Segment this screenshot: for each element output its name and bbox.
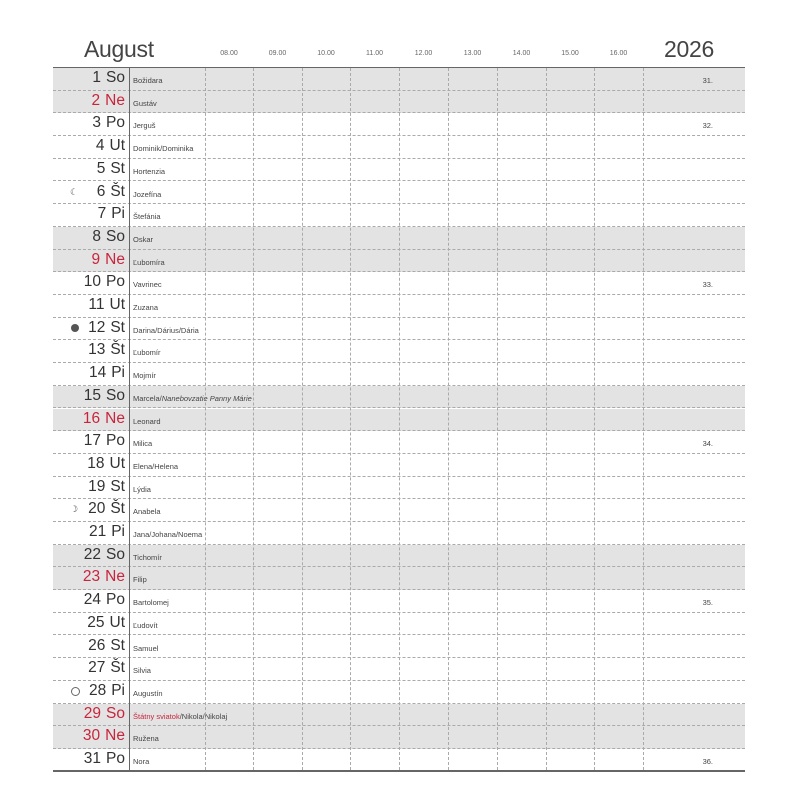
name-day	[133, 553, 162, 562]
day-of-week: Po	[106, 114, 125, 132]
day-label	[84, 273, 125, 291]
hour-label: 11.00	[366, 50, 383, 57]
day-number: 21	[88, 523, 107, 540]
day-label	[84, 432, 125, 450]
name-day	[133, 462, 178, 471]
day-label	[89, 682, 125, 700]
hour-column-divider	[350, 68, 351, 770]
day-number: 8	[92, 227, 102, 245]
day-number: 25	[87, 613, 105, 631]
day-label	[88, 637, 125, 655]
name-day-text: Augustín	[133, 688, 163, 698]
name-day	[133, 575, 147, 584]
day-of-week: Ut	[109, 137, 125, 155]
day-of-week: Ne	[105, 91, 125, 109]
day-label	[96, 137, 125, 155]
day-of-week: Ne	[105, 727, 125, 745]
day-of-week: Pi	[111, 681, 125, 699]
day-label	[84, 387, 125, 405]
day-label	[97, 160, 125, 178]
hour-column-divider	[497, 68, 498, 770]
name-day	[133, 303, 158, 312]
hour-column-divider	[253, 68, 254, 770]
name-day	[133, 167, 165, 176]
name-day-text: Marcela/	[133, 393, 162, 403]
day-of-week: Po	[106, 750, 125, 767]
name-day	[133, 212, 161, 221]
name-day-text: Lýdia	[133, 484, 151, 494]
day-number: 13	[88, 341, 106, 359]
day-label	[87, 455, 125, 473]
name-day	[133, 190, 161, 199]
day-label	[92, 92, 125, 110]
day-label	[92, 114, 125, 132]
name-day	[133, 666, 151, 675]
name-day-text: Tichomír	[133, 552, 162, 562]
day-label	[83, 568, 125, 586]
name-day-text: Filip	[133, 575, 147, 585]
name-day	[133, 99, 157, 108]
day-of-week: Št	[110, 182, 125, 200]
name-day	[133, 348, 161, 357]
hour-column-divider	[546, 68, 547, 770]
day-label	[92, 251, 125, 269]
name-day	[133, 417, 161, 426]
feast-label: Nanebovzatie Panny Márie	[161, 393, 252, 403]
name-day-text: Bartolomej	[133, 598, 169, 608]
day-number: 23	[82, 568, 101, 586]
day-of-week: Po	[106, 273, 125, 291]
day-number: 12	[88, 318, 106, 336]
name-day-text: Oskar	[133, 234, 154, 244]
day-number: 1	[92, 69, 102, 86]
name-day-text: Leonard	[133, 416, 161, 426]
day-of-week: St	[110, 636, 125, 654]
day-label	[84, 750, 125, 768]
hour-column-divider	[448, 68, 449, 770]
name-day-text: Jozefína	[133, 189, 162, 199]
day-number: 29	[83, 704, 102, 722]
name-day	[133, 485, 151, 494]
day-of-week: Št	[110, 500, 125, 518]
day-of-week: So	[106, 69, 125, 86]
day-of-week: Št	[110, 341, 125, 359]
day-label	[84, 705, 125, 723]
day-number: 31	[83, 750, 102, 767]
name-day	[133, 507, 161, 516]
hour-label: 08.00	[220, 50, 238, 57]
day-number: 17	[83, 432, 102, 450]
name-day-text: Dominik/Dominika	[133, 144, 194, 154]
name-day-text: Ľubomír	[133, 348, 161, 358]
day-number: 16	[82, 409, 101, 427]
day-of-week: Pi	[111, 364, 125, 382]
day-number: 2	[91, 91, 101, 109]
day-of-week: So	[106, 545, 125, 563]
name-day	[133, 439, 152, 448]
day-of-week: Št	[110, 659, 125, 677]
name-day	[133, 144, 193, 153]
name-day-text: Štefánia	[133, 212, 161, 222]
day-label	[88, 500, 125, 518]
hour-column-divider	[302, 68, 303, 770]
day-of-week: So	[106, 386, 125, 404]
day-label	[88, 296, 125, 314]
day-of-week: Po	[106, 432, 125, 450]
name-day-text: Mojmír	[133, 371, 156, 381]
name-day-text: Vavrinec	[133, 280, 162, 290]
week-number: 33.	[702, 280, 713, 290]
day-of-week: St	[110, 318, 125, 336]
name-day-text: Hortenzia	[133, 166, 166, 176]
day-number: 11	[88, 296, 105, 313]
day-number: 26	[88, 636, 106, 654]
hour-label: 15.00	[561, 50, 579, 57]
day-number: 5	[96, 159, 106, 177]
name-day-text: Ružena	[133, 734, 159, 744]
name-day	[133, 621, 158, 630]
day-number: 4	[95, 137, 105, 155]
day-number: 14	[88, 364, 107, 382]
day-number: 18	[87, 454, 105, 472]
name-day	[133, 280, 162, 289]
day-of-week: Ut	[109, 454, 125, 472]
day-number: 6	[96, 182, 106, 200]
name-day	[133, 121, 156, 130]
name-day	[133, 326, 199, 335]
name-day-text: Silvia	[133, 666, 151, 676]
name-day-text: Ľudovít	[133, 620, 158, 630]
hour-label: 09.00	[268, 50, 287, 57]
day-of-week: St	[110, 477, 125, 495]
name-day	[133, 712, 227, 721]
name-day	[133, 644, 158, 653]
day-label	[84, 546, 125, 564]
day-label	[88, 341, 125, 359]
day-number: 28	[88, 681, 107, 699]
day-label	[84, 591, 125, 609]
day-number: 24	[83, 591, 102, 609]
day-of-week: Ut	[109, 296, 125, 313]
name-day-text: Jerguš	[133, 121, 156, 131]
day-of-week: So	[106, 227, 125, 245]
moon-first-quarter-icon: ☽	[70, 504, 79, 515]
week-number: 35.	[702, 598, 713, 608]
day-label	[92, 228, 125, 246]
day-number: 7	[97, 205, 107, 223]
day-number: 10	[83, 273, 102, 291]
day-of-week: Ne	[105, 409, 125, 427]
day-label	[88, 319, 125, 337]
day-number: 20	[88, 500, 106, 518]
hour-column-divider	[594, 68, 595, 770]
name-day	[133, 76, 163, 85]
name-day	[133, 235, 153, 244]
moon-last-quarter-icon: ☾	[70, 186, 79, 197]
day-label	[83, 410, 125, 428]
name-day-text: Gustáv	[133, 98, 157, 108]
year-title: 2026	[664, 36, 714, 62]
name-day-text: Milica	[133, 439, 153, 449]
week-number: 34.	[702, 439, 713, 449]
hour-column-divider	[205, 68, 206, 770]
hour-label: 16.00	[609, 50, 628, 57]
name-day	[133, 530, 202, 539]
name-day-text: Darina/Dárius/Dária	[133, 325, 199, 335]
name-day-text: Jana/Johana/Noema	[133, 530, 203, 539]
day-of-week: Po	[106, 591, 125, 609]
date-column-divider	[129, 68, 130, 770]
name-day	[133, 394, 252, 403]
day-label	[88, 478, 125, 496]
name-day	[133, 598, 169, 607]
name-day	[133, 734, 159, 743]
week-number: 32.	[702, 121, 713, 131]
day-of-week: Ne	[105, 568, 125, 586]
day-of-week: St	[110, 159, 125, 177]
hour-label: 10.00	[317, 50, 335, 57]
month-title: August	[84, 36, 154, 62]
day-of-week: Pi	[111, 205, 125, 223]
hour-column-divider	[399, 68, 400, 770]
holiday-label: Štátny sviatok	[133, 711, 180, 721]
name-day	[133, 258, 165, 267]
day-of-week: Pi	[111, 523, 125, 540]
day-number: 15	[83, 386, 102, 404]
name-day	[133, 371, 156, 380]
name-day-text: Elena/Helena	[133, 461, 179, 471]
day-label	[87, 614, 125, 632]
moon-full-icon	[71, 687, 80, 696]
moon-new-icon	[71, 324, 79, 332]
day-label	[92, 69, 125, 87]
week-number: 36.	[702, 757, 713, 766]
week-number: 31.	[702, 76, 713, 85]
day-number: 3	[92, 114, 102, 132]
day-label	[89, 523, 125, 541]
hour-label: 12.00	[414, 50, 433, 57]
day-number: 27	[88, 659, 106, 677]
day-label	[97, 183, 125, 201]
hour-column-divider	[643, 68, 644, 770]
day-of-week: So	[106, 704, 125, 722]
day-label	[98, 205, 125, 223]
day-number: 19	[88, 477, 106, 495]
day-number: 9	[91, 250, 101, 268]
name-day-text: Anabela	[133, 507, 161, 517]
name-day-text: Nora	[133, 757, 150, 766]
name-day-text: Ľubomíra	[133, 257, 165, 267]
day-label	[83, 727, 125, 745]
day-of-week: Ne	[105, 250, 125, 268]
name-day-text: Zuzana	[133, 303, 159, 312]
hour-label: 13.00	[463, 50, 482, 57]
day-number: 30	[82, 727, 101, 745]
name-day-text: Božidara	[133, 76, 163, 85]
day-label	[89, 364, 125, 382]
day-label	[88, 659, 125, 677]
day-number: 22	[83, 545, 102, 563]
name-day-text: /Nikola/Nikolaj	[179, 711, 228, 721]
hour-label: 14.00	[512, 50, 531, 57]
name-day-text: Samuel	[133, 643, 159, 653]
name-day	[133, 689, 163, 698]
day-of-week: Ut	[109, 613, 125, 631]
name-day	[133, 757, 149, 766]
